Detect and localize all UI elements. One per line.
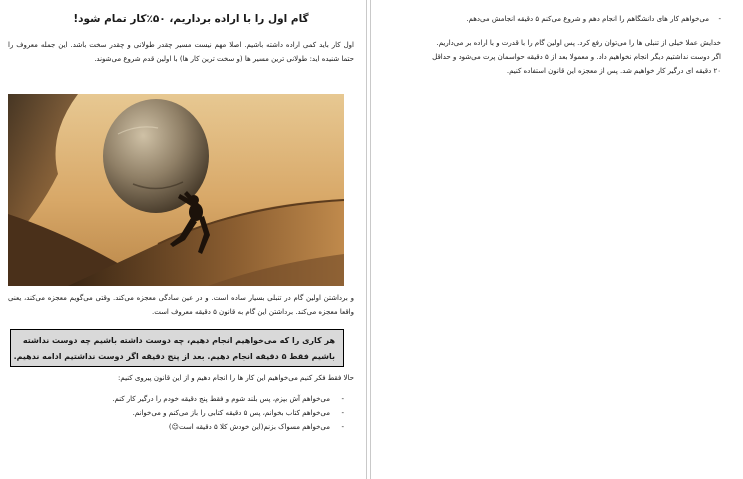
list-item	[8, 392, 344, 406]
left-page	[0, 0, 366, 479]
sisyphus-boulder-image	[8, 94, 344, 286]
right-page	[371, 0, 743, 479]
list-item	[386, 12, 721, 26]
highlight-line-1: هر کاری را که می‌خواهیم انجام دهیم، چه دوست داشته باشیم چه دوست نداشته	[22, 336, 335, 345]
highlight-line-2: باشیم فقط ۵ دقیقه انجام دهیم. بعد از پنج دقیقه اگر دوست نداشتیم ادامه ندهیم.	[13, 352, 335, 361]
example-list	[8, 392, 344, 434]
continued-list	[386, 12, 721, 26]
paragraph-line: ۲۰ دقیقه ای درگیر کار خواهیم شد. پس از معجزه این قانون استفاده کنیم.	[506, 67, 721, 75]
list-item-text: می‌خواهم آش بپزم، پس بلند شوم و فقط پنج دقیقه خودم را درگیر کار کنم.	[112, 395, 330, 403]
dash-bullet: -	[718, 15, 721, 23]
list-item	[8, 406, 344, 420]
list-item	[8, 420, 344, 434]
page-divider	[366, 0, 367, 479]
dash-bullet: -	[341, 395, 344, 403]
paragraph-line: خدایش عملا خیلی از تنبلی ها را می‌توان رفع کرد. پس اولین گام را با قدرت و با اراده بر می‌داریم.	[436, 39, 721, 47]
section-heading: گام اول را با اراده برداریم، ۵۰٪کار تمام شود!	[73, 13, 309, 25]
follow-up-paragraph: حالا فقط فکر کنیم می‌خواهیم این کار ها را انجام دهیم و از این قانون پیروی کنیم:	[118, 374, 354, 382]
intro-paragraph: اول کار باید کمی اراده داشته باشیم. اصلا مهم نیست مسیر چقدر طولانی و چقدر سخت باشد. این جمله معروف را حتما شنیده اید: طولانی ترین مسیر ها (و سخت ترین کار ها) با اولین قدم شروع می‌شوند.	[8, 41, 354, 63]
highlight-box	[10, 329, 344, 367]
list-item-text: می‌خواهم مسواک بزنم(این خودش کلا ۵ دقیقه است☺)	[168, 423, 330, 431]
caption-paragraph: و برداشتن اولین گام در تنبلی بسیار ساده است. و در عین سادگی معجزه می‌کند. وقتی می‌گویم معجزه می‌کند، یعنی واقعا معجزه می‌کند. برداشتن این گام به قانون ۵ دقیقه معروف است.	[8, 294, 354, 316]
dash-bullet: -	[341, 409, 344, 417]
dash-bullet: -	[341, 423, 344, 431]
list-item-text: می‌خواهم کتاب بخوانم، پس ۵ دقیقه کتابی را باز می‌کنم و می‌خوانم.	[132, 409, 330, 417]
paragraph-line: اگر دوست نداشتیم دیگر انجام نخواهیم داد. و معمولا بعد از ۵ دقیقه حواسمان پرت می‌شود و حداقل	[432, 53, 721, 61]
conclusion-paragraph	[386, 36, 721, 78]
list-item-text: می‌خواهم کار های دانشگاهم را انجام دهم و شروع می‌کنم ۵ دقیقه انجامش می‌دهم.	[466, 15, 709, 23]
